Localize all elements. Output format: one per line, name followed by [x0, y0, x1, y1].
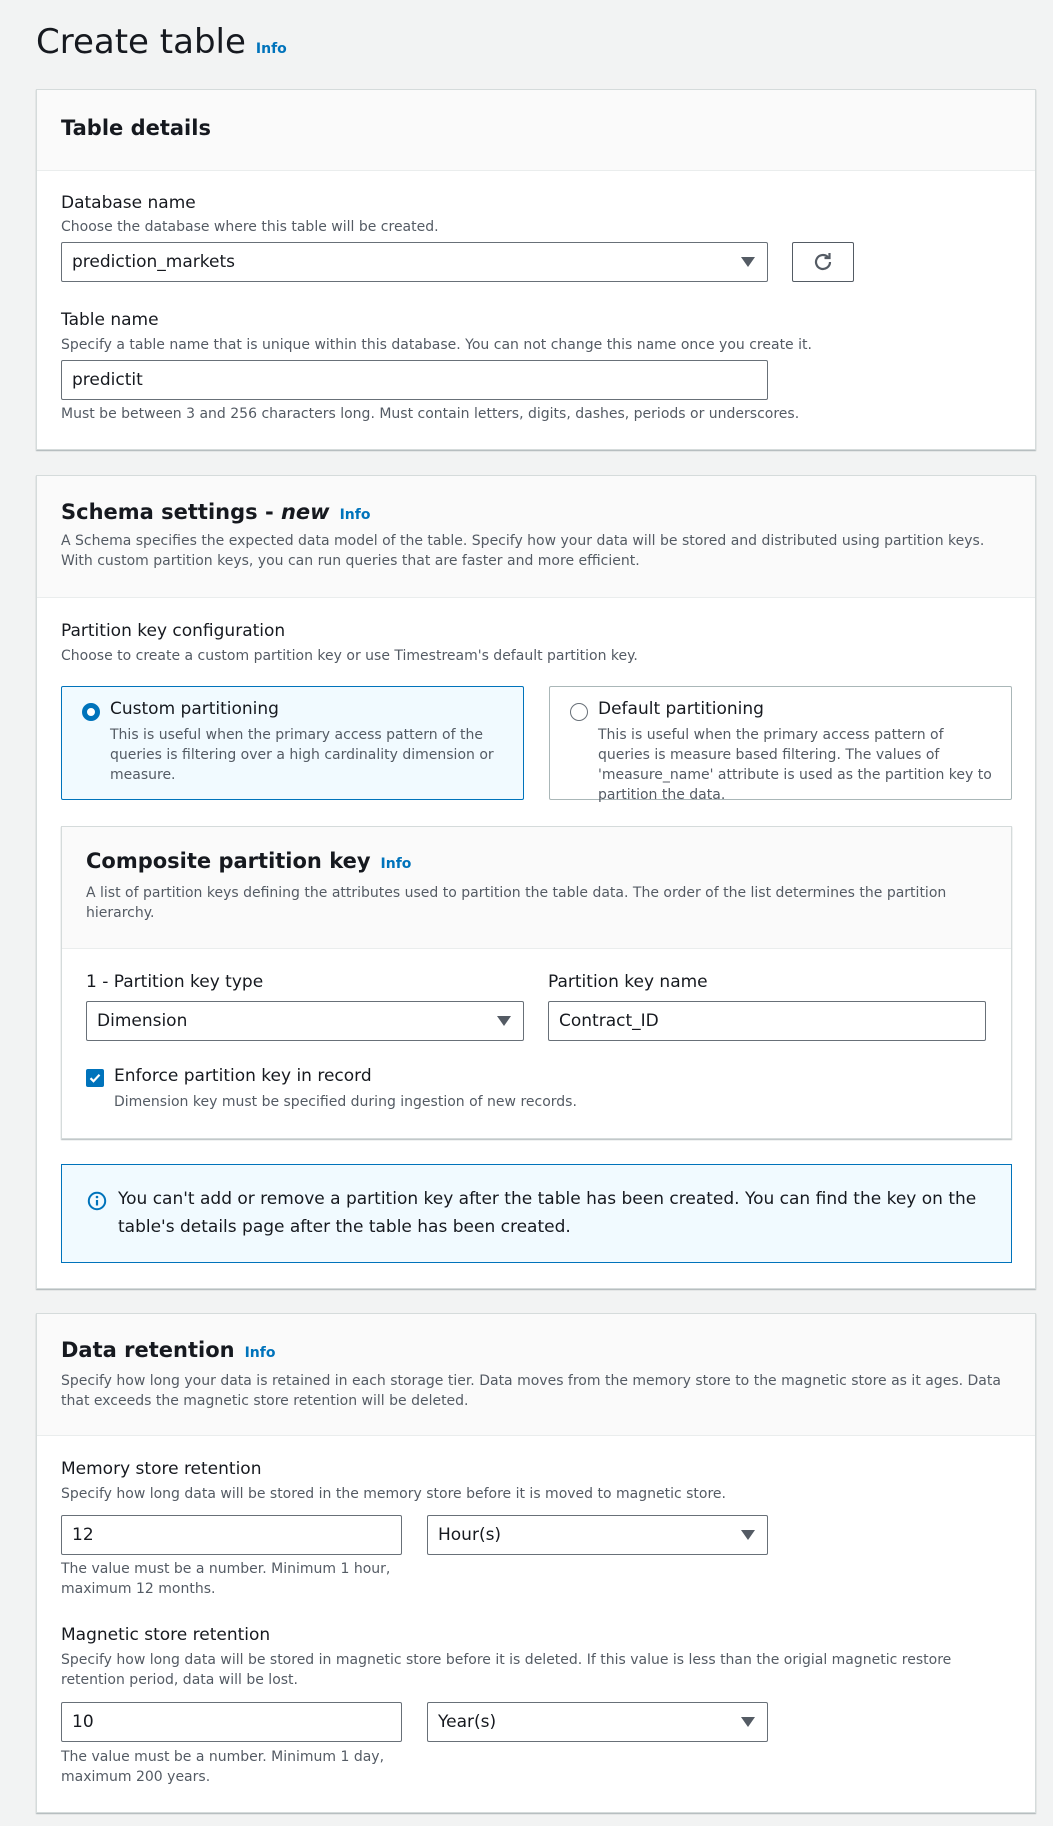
composite-info-link[interactable]: Info: [380, 856, 412, 872]
partition-key-alert: [61, 1164, 1012, 1263]
schema-settings-panel: [36, 475, 1036, 1289]
chevron-down-icon: [741, 1717, 755, 1727]
table-name-hint: Must be between 3 and 256 characters long. Must contain letters, digits, dashes, periods or underscores.: [61, 406, 800, 422]
schema-settings-header: [37, 476, 1035, 598]
data-retention-header: [37, 1314, 1035, 1436]
memory-retention-hint-2: maximum 12 months.: [61, 1581, 216, 1597]
database-name-value: prediction_markets: [72, 252, 235, 272]
table-name-label: Table name: [61, 310, 159, 330]
custom-partitioning-option[interactable]: [61, 686, 524, 800]
magnetic-retention-label: Magnetic store retention: [61, 1625, 271, 1645]
memory-retention-description: Specify how long data will be stored in the memory store before it is moved to magnetic store.: [61, 1486, 726, 1502]
refresh-icon: [811, 250, 835, 274]
partition-key-name-label: Partition key name: [548, 972, 708, 992]
magnetic-retention-unit-select[interactable]: [427, 1702, 768, 1742]
composite-partition-key-panel: [61, 826, 1012, 1139]
custom-partitioning-description: This is useful when the primary access pattern of the queries is filtering over a high cardinality dimension or measure.: [110, 727, 494, 783]
database-name-select[interactable]: [61, 242, 768, 282]
magnetic-retention-hint-2: maximum 200 years.: [61, 1769, 211, 1785]
composite-title-row: [86, 849, 411, 873]
memory-retention-unit-select[interactable]: [427, 1515, 768, 1555]
magnetic-retention-description: Specify how long data will be stored in magnetic store before it is deleted. If this value is less than the origial magnetic restore retention period, data will be lost.: [61, 1652, 952, 1688]
partition-config-label: Partition key configuration: [61, 621, 286, 641]
enforce-partition-key-checkbox[interactable]: [86, 1069, 104, 1087]
partition-key-alert-text: You can't add or remove a partition key after the table has been created. You can find the key on the table's details page after the table has been created.: [118, 1189, 977, 1237]
radio-selected-icon[interactable]: [82, 703, 100, 721]
partition-key-name-input[interactable]: [548, 1001, 986, 1041]
table-details-panel: [36, 89, 1036, 450]
check-icon: [88, 1071, 102, 1085]
page-header: [36, 22, 287, 62]
radio-unselected-icon[interactable]: [570, 703, 588, 721]
chevron-down-icon: [741, 257, 755, 267]
schema-title: Schema settings - new: [61, 500, 330, 524]
partition-key-type-select[interactable]: [86, 1001, 524, 1041]
database-name-label: Database name: [61, 193, 196, 213]
partition-key-type-label: 1 - Partition key type: [86, 972, 264, 992]
page-info-link[interactable]: Info: [255, 41, 287, 57]
refresh-button[interactable]: [792, 242, 854, 282]
table-details-title: Table details: [61, 116, 211, 140]
retention-title-row: [61, 1338, 275, 1362]
memory-retention-label: Memory store retention: [61, 1459, 262, 1479]
table-name-value: predictit: [72, 370, 143, 390]
retention-title: Data retention: [61, 1338, 235, 1362]
schema-description: A Schema specifies the expected data model of the table. Specify how your data will be stored and distributed using partition keys. With custom partition keys, you can run queries that are faster and more efficient.: [61, 533, 985, 569]
table-name-description: Specify a table name that is unique within this database. You can not change this name once you create it.: [61, 337, 812, 353]
memory-retention-input[interactable]: [61, 1515, 402, 1555]
magnetic-retention-input[interactable]: [61, 1702, 402, 1742]
custom-partitioning-title: Custom partitioning: [110, 699, 279, 719]
chevron-down-icon: [741, 1530, 755, 1540]
memory-retention-hint-1: The value must be a number. Minimum 1 hour,: [61, 1561, 391, 1577]
composite-description: A list of partition keys defining the attributes used to partition the table data. The order of the list determines the partition hierarchy.: [86, 885, 947, 921]
default-partitioning-description: This is useful when the primary access pattern of queries is measure based filtering. The values of 'measure_name' attribute is used as the partition key to partition the data.: [598, 727, 992, 803]
memory-retention-unit-value: Hour(s): [438, 1525, 502, 1545]
page-title: Create table: [36, 22, 246, 62]
magnetic-retention-value: 10: [72, 1712, 94, 1732]
data-retention-panel: [36, 1313, 1036, 1813]
info-circle-icon: [87, 1191, 107, 1211]
enforce-partition-key-label[interactable]: Enforce partition key in record: [114, 1066, 372, 1086]
database-name-description: Choose the database where this table will be created.: [61, 219, 439, 235]
magnetic-retention-unit-value: Year(s): [438, 1712, 497, 1732]
retention-info-link[interactable]: Info: [244, 1345, 276, 1361]
table-details-header: [37, 90, 1035, 171]
chevron-down-icon: [497, 1016, 511, 1026]
schema-info-link[interactable]: Info: [339, 507, 371, 523]
default-partitioning-title: Default partitioning: [598, 699, 764, 719]
partition-key-type-value: Dimension: [97, 1011, 188, 1031]
composite-title: Composite partition key: [86, 849, 371, 873]
retention-description: Specify how long your data is retained in each storage tier. Data moves from the memory store to the magnetic store as it ages. Data that exceeds the magnetic store retention will be deleted.: [61, 1373, 1001, 1409]
default-partitioning-option[interactable]: [549, 686, 1012, 803]
magnetic-retention-hint-1: The value must be a number. Minimum 1 day,: [61, 1749, 385, 1765]
enforce-partition-key-description: Dimension key must be specified during ingestion of new records.: [114, 1094, 577, 1110]
schema-title-row: [61, 500, 370, 524]
partition-config-description: Choose to create a custom partition key or use Timestream's default partition key.: [61, 648, 638, 664]
composite-header: [62, 827, 1011, 949]
memory-retention-value: 12: [72, 1525, 94, 1545]
partition-key-name-value: Contract_ID: [559, 1011, 659, 1031]
table-name-input[interactable]: [61, 360, 768, 400]
